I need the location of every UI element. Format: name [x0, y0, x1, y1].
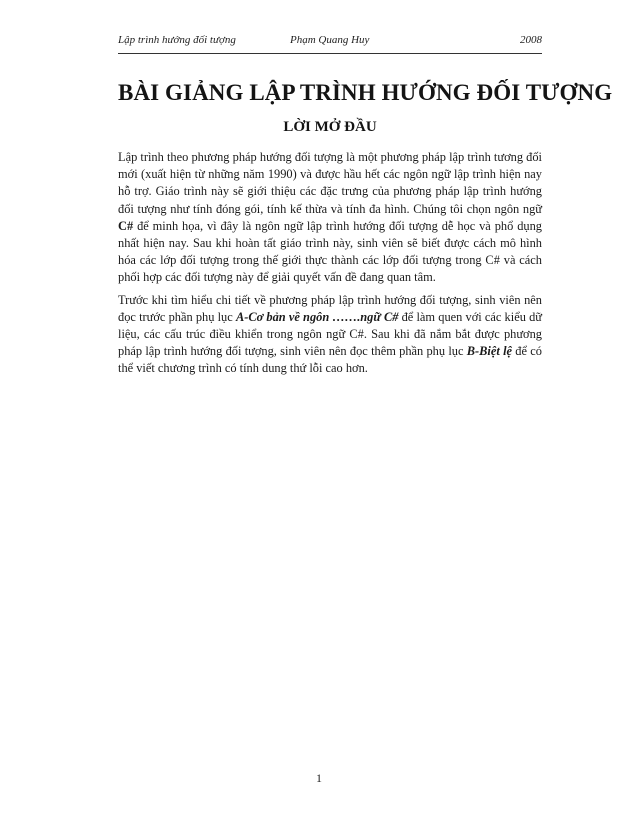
paragraph-guidance-part3: để có thể viết chương trình có tính dung thứ lỗi cao hơn. — [118, 344, 542, 376]
document-title: BÀI GIẢNG LẬP TRÌNH HƯỚNG ĐỐI TƯỢNG — [118, 80, 613, 105]
paragraph-intro — [118, 149, 542, 287]
language-name: C# — [118, 218, 134, 233]
paragraph-guidance-part2: để làm quen với các kiểu dữ liệu, các cấu trúc điều khiển trong ngôn ngữ C#. Sau khi đã nắm bắt được phương pháp lập trình hướng đối tượng, sinh viên nên đọc thêm phần phụ lục — [118, 309, 542, 359]
paragraph-intro-part1: Lập trình theo phương pháp hướng đối tượng là một phương pháp lập trình tương đối mới (xuất hiện từ những năm 1990) và được hầu hết các ngôn ngữ lập trình hiện nay hỗ trợ. Giáo trình này sẽ giới thiệu các đặc trưng của phương pháp lập trình hướng đối tượng như tính đóng gói, tính kế thừa và tính đa hình. Chúng tôi chọn ngôn ngữ — [118, 150, 542, 216]
header-course-title: Lập trình hướng đối tượng — [118, 34, 236, 46]
paragraph-guidance-part1: Trước khi tìm hiểu chi tiết về phương pháp lập trình hướng đối tượng, sinh viên nên đọc trước phần phụ lục — [118, 292, 542, 324]
header-divider — [118, 53, 542, 54]
paragraph-guidance — [118, 292, 542, 378]
paragraph-intro-part2: để minh họa, vì đây là ngôn ngữ lập trình hướng đối tượng dễ học và phổ dụng nhất hiện nay. Sau khi hoàn tất giáo trình này, sinh viên sẽ biết được cách mô hình hóa các lớp đối tượng trong thế giới thực thành các lớp đối tượng trong C# và cách phối hợp các đối tượng này để giải quyết vấn đề đang quan tâm. — [118, 218, 542, 285]
header-year: 2008 — [520, 34, 542, 46]
appendix-b-reference: B-Biệt lệ — [466, 344, 513, 359]
body-text — [118, 149, 542, 383]
header-author: Phạm Quang Huy — [290, 34, 370, 46]
appendix-a-reference: A-Cơ bản về ngôn …….ngữ C# — [235, 309, 399, 324]
page-number: 1 — [316, 771, 322, 785]
running-header — [118, 34, 542, 50]
section-title: LỜI MỞ ĐẦU — [283, 119, 377, 135]
